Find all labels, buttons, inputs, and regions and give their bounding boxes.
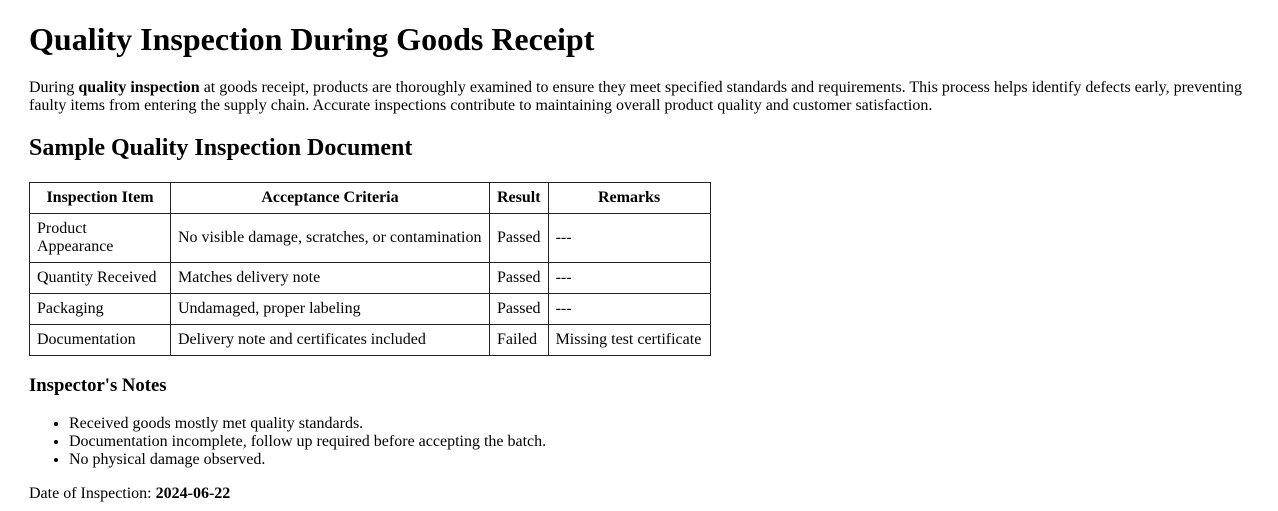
cell-inspection-item: Documentation bbox=[30, 325, 171, 356]
cell-remarks: --- bbox=[548, 294, 710, 325]
cell-remarks: Missing test certificate bbox=[548, 325, 710, 356]
cell-remarks: --- bbox=[548, 214, 710, 263]
list-item: • Documentation incomplete, follow up required before accepting the batch. bbox=[69, 433, 1249, 451]
section-title: Sample Quality Inspection Document bbox=[29, 135, 413, 161]
inspection-table bbox=[29, 182, 711, 356]
notes-list bbox=[29, 415, 1249, 469]
header-result: Result bbox=[490, 183, 549, 214]
cell-acceptance-criteria: No visible damage, scratches, or contamination bbox=[171, 214, 490, 263]
cell-inspection-item: Packaging bbox=[30, 294, 171, 325]
header-remarks: Remarks bbox=[548, 183, 710, 214]
cell-inspection-item: Quantity Received bbox=[30, 263, 171, 294]
table-header bbox=[30, 183, 711, 214]
list-item: • No physical damage observed. bbox=[69, 451, 1249, 469]
table-row bbox=[30, 325, 711, 356]
cell-result: Passed bbox=[490, 263, 549, 294]
intro-text-pre: During bbox=[29, 79, 79, 96]
cell-result: Failed bbox=[490, 325, 549, 356]
cell-remarks: --- bbox=[548, 263, 710, 294]
notes-title: Inspector's Notes bbox=[29, 374, 167, 396]
cell-acceptance-criteria: Undamaged, proper labeling bbox=[171, 294, 490, 325]
header-acceptance-criteria: Acceptance Criteria bbox=[171, 183, 490, 214]
intro-text-post: at goods receipt, products are thoroughly examined to ensure they meet specified standards and requirements. This process helps identify defects early, preventing faulty items from entering the supply chain. Accurate inspections contribute to maintaining overall product quality and customer satisfaction. bbox=[29, 79, 1243, 114]
table-body bbox=[30, 214, 711, 356]
inspection-date-label: Date of Inspection: bbox=[29, 485, 156, 503]
table-row bbox=[30, 263, 711, 294]
page-title: Quality Inspection During Goods Receipt bbox=[29, 21, 595, 57]
inspection-date-value: 2024-06-22 bbox=[155, 485, 231, 503]
intro-paragraph bbox=[29, 79, 1249, 115]
table-row bbox=[30, 294, 711, 325]
cell-result: Passed bbox=[490, 214, 549, 263]
intro-text-bold: quality inspection bbox=[78, 79, 200, 96]
cell-acceptance-criteria: Matches delivery note bbox=[171, 263, 490, 294]
cell-inspection-item: Product Appearance bbox=[30, 214, 171, 263]
header-inspection-item: Inspection Item bbox=[30, 183, 171, 214]
table-header-row bbox=[30, 183, 711, 214]
cell-acceptance-criteria: Delivery note and certificates included bbox=[171, 325, 490, 356]
cell-result: Passed bbox=[490, 294, 549, 325]
list-item: • Received goods mostly met quality standards. bbox=[69, 415, 1249, 433]
table-row bbox=[30, 214, 711, 263]
